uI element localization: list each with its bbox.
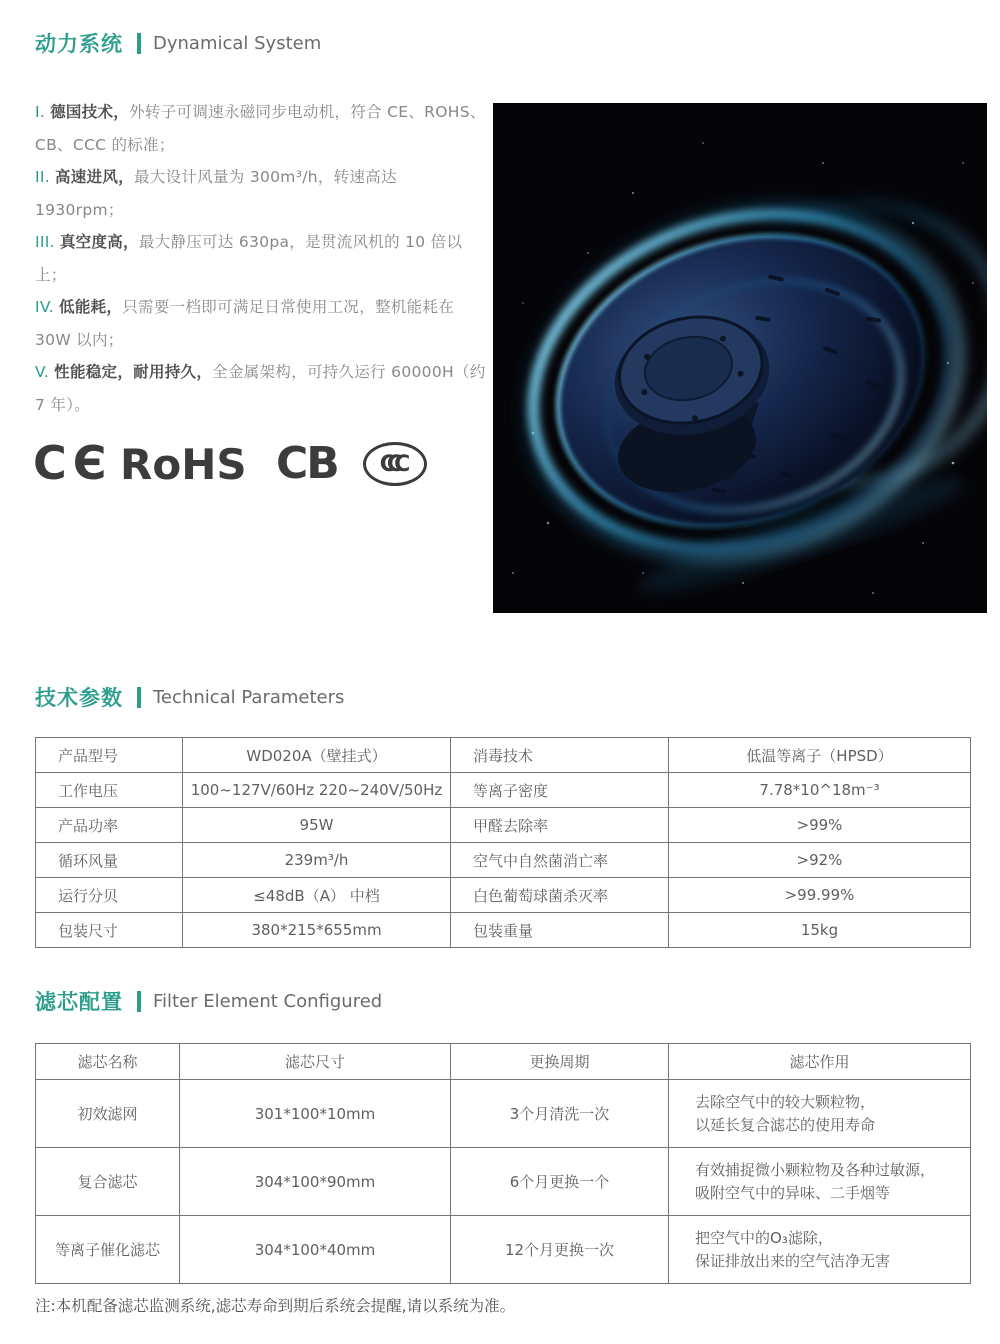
spec-label: 消毒技术 bbox=[451, 738, 669, 773]
spec-label: 白色葡萄球菌杀灭率 bbox=[451, 878, 669, 913]
spec-value: WD020A（壁挂式） bbox=[183, 738, 451, 773]
table-header-row bbox=[36, 1044, 971, 1080]
spec-label: 产品功率 bbox=[36, 808, 183, 843]
feature-item bbox=[35, 356, 487, 421]
spec-label: 包装重量 bbox=[451, 913, 669, 948]
filter-function bbox=[669, 1216, 971, 1284]
table-row bbox=[36, 1080, 971, 1148]
filter-name: 等离子催化滤芯 bbox=[36, 1216, 180, 1284]
feature-numeral: III. bbox=[35, 233, 55, 251]
product-image bbox=[493, 103, 987, 613]
feature-list bbox=[35, 96, 487, 421]
filter-function-line: 把空气中的O₃滤除， bbox=[695, 1228, 833, 1247]
table-row bbox=[36, 738, 971, 773]
filter-function-line: 去除空气中的较大颗粒物， bbox=[695, 1092, 876, 1111]
column-header: 更换周期 bbox=[451, 1044, 669, 1080]
filter-cycle: 12个月更换一次 bbox=[451, 1216, 669, 1284]
footnote: 注:本机配备滤芯监测系统,滤芯寿命到期后系统会提醒,请以系统为准。 bbox=[35, 1297, 516, 1315]
feature-keyword: 低能耗， bbox=[59, 298, 123, 316]
feature-text: 外转子可调速永磁同步电动机，符合 CE、ROHS、CB、CCC 的标准； bbox=[35, 103, 486, 154]
spec-value: 239m³/h bbox=[183, 843, 451, 878]
title-divider bbox=[137, 687, 141, 708]
filter-function bbox=[669, 1148, 971, 1216]
feature-keyword: 德国技术， bbox=[50, 103, 130, 121]
spec-value: 15kg bbox=[669, 913, 971, 948]
column-header: 滤芯作用 bbox=[669, 1044, 971, 1080]
table-row bbox=[36, 1148, 971, 1216]
title-divider bbox=[137, 33, 141, 54]
feature-text: 全金属架构，可持久运行 60000H（约 7 年）。 bbox=[35, 363, 486, 414]
spec-label: 循环风量 bbox=[36, 843, 183, 878]
filter-function-line: 保证排放出来的空气洁净无害 bbox=[695, 1251, 891, 1270]
filter-cycle: 6个月更换一个 bbox=[451, 1148, 669, 1216]
feature-numeral: IV. bbox=[35, 298, 55, 316]
section-title-en: Filter Element Configured bbox=[153, 990, 383, 1012]
filter-size: 304*100*90mm bbox=[180, 1148, 451, 1216]
cb-mark-icon: CB bbox=[276, 438, 338, 489]
section-title-en: Technical Parameters bbox=[153, 686, 345, 708]
spec-value: 低温等离子（HPSD） bbox=[669, 738, 971, 773]
feature-text: 只需要一档即可满足日常使用工况，整机能耗在 30W 以内； bbox=[35, 298, 455, 349]
section-title-zh: 动力系统 bbox=[35, 32, 123, 56]
feature-numeral: II. bbox=[35, 168, 50, 186]
feature-item bbox=[35, 96, 487, 161]
feature-keyword: 真空度高， bbox=[59, 233, 139, 251]
feature-numeral: I. bbox=[35, 103, 46, 121]
spec-label: 产品型号 bbox=[36, 738, 183, 773]
spec-value: >92% bbox=[669, 843, 971, 878]
rohs-mark-icon: RoHS bbox=[120, 440, 247, 489]
section-header-power bbox=[35, 28, 321, 58]
feature-item bbox=[35, 291, 487, 356]
spec-label: 工作电压 bbox=[36, 773, 183, 808]
filter-name: 初效滤网 bbox=[36, 1080, 180, 1148]
spec-value: 95W bbox=[183, 808, 451, 843]
feature-keyword: 性能稳定，耐用持久， bbox=[54, 363, 213, 381]
filter-size: 301*100*10mm bbox=[180, 1080, 451, 1148]
feature-item bbox=[35, 161, 487, 226]
section-header-tech bbox=[35, 682, 344, 712]
spec-label: 包装尺寸 bbox=[36, 913, 183, 948]
table-row bbox=[36, 1216, 971, 1284]
spec-label: 甲醛去除率 bbox=[451, 808, 669, 843]
section-title-zh: 技术参数 bbox=[35, 686, 123, 710]
table-row bbox=[36, 808, 971, 843]
table-row bbox=[36, 913, 971, 948]
filter-size: 304*100*40mm bbox=[180, 1216, 451, 1284]
filter-function-line: 吸附空气中的异味、二手烟等 bbox=[695, 1183, 891, 1202]
ccc-mark-icon bbox=[363, 442, 427, 486]
spec-value: >99% bbox=[669, 808, 971, 843]
motor-illustration bbox=[493, 103, 987, 613]
filter-function-line: 有效捕捉微小颗粒物及各种过敏源， bbox=[695, 1160, 936, 1179]
feature-text: 最大静压可达 630pa，是贯流风机的 10 倍以上； bbox=[35, 233, 463, 284]
spec-value: 7.78*10^18m⁻³ bbox=[669, 773, 971, 808]
filter-cycle: 3个月清洗一次 bbox=[451, 1080, 669, 1148]
section-header-filter bbox=[35, 986, 382, 1016]
table-row bbox=[36, 773, 971, 808]
feature-item bbox=[35, 226, 487, 291]
section-title-en: Dynamical System bbox=[153, 32, 322, 54]
feature-keyword: 高速进风， bbox=[54, 168, 134, 186]
spec-value: 380*215*655mm bbox=[183, 913, 451, 948]
section-title-zh: 滤芯配置 bbox=[35, 990, 123, 1014]
feature-numeral: V. bbox=[35, 363, 50, 381]
filter-element-table bbox=[35, 1043, 971, 1284]
column-header: 滤芯尺寸 bbox=[180, 1044, 451, 1080]
spec-label: 等离子密度 bbox=[451, 773, 669, 808]
filter-function bbox=[669, 1080, 971, 1148]
spec-label: 运行分贝 bbox=[36, 878, 183, 913]
spec-value: 100~127V/60Hz 220~240V/50Hz bbox=[183, 773, 451, 808]
table-row bbox=[36, 878, 971, 913]
title-divider bbox=[137, 991, 141, 1012]
table-row bbox=[36, 843, 971, 878]
spec-value: ≤48dB（A） 中档 bbox=[183, 878, 451, 913]
ce-mark-icon: CЄ bbox=[33, 436, 113, 490]
spec-value: >99.99% bbox=[669, 878, 971, 913]
spec-label: 空气中自然菌消亡率 bbox=[451, 843, 669, 878]
filter-name: 复合滤芯 bbox=[36, 1148, 180, 1216]
ccc-mark-label: CCC bbox=[379, 451, 402, 477]
technical-parameters-table bbox=[35, 737, 971, 948]
column-header: 滤芯名称 bbox=[36, 1044, 180, 1080]
feature-text: 最大设计风量为 300m³/h，转速高达 1930rpm； bbox=[35, 168, 397, 219]
filter-function-line: 以延长复合滤芯的使用寿命 bbox=[695, 1115, 876, 1134]
